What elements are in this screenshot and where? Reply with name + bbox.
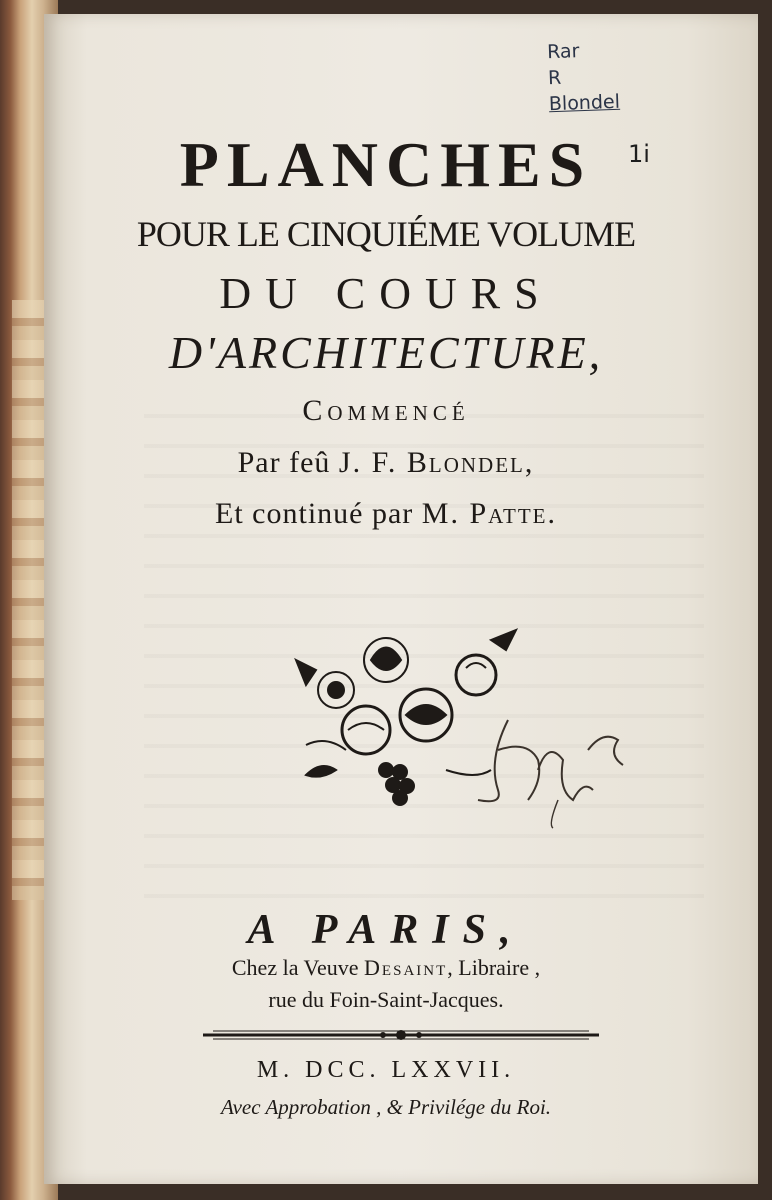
continuator-prefix: Et continué par [215,497,414,530]
shelfmark [547,37,621,117]
shelfmark-line-1: Rar [546,40,580,64]
volume-mark: 1i [628,140,650,168]
line-continuator [0,497,772,531]
privilege-line: Avec Approbation , & Privilége du Roi. [220,1095,552,1119]
subtitle-cours: DU COURS [219,269,553,318]
page-title: PLANCHES [179,129,593,200]
subtitle-architecture: D'ARCHITECTURE, [168,327,604,378]
decorative-rule [203,1028,599,1042]
subtitle-volume: POUR LE CINQUIÉME VOLUME [136,214,636,254]
handwritten-signature-icon [438,700,638,830]
line-commence: Commencé [302,394,470,427]
publisher-suffix: , Libraire , [447,955,541,980]
publisher-prefix: Chez la Veuve [231,955,359,980]
continuator-name: M. Patte. [421,497,557,530]
author-prefix: Par feû [237,446,331,479]
publication-year: M. DCC. LXXVII. [256,1057,516,1083]
publisher-name: Desaint [364,955,448,980]
place-of-publication: A PARIS, [247,907,525,953]
author-name: J. F. Blondel, [338,446,535,479]
line-author [0,446,772,480]
shelfmark-line-2: R [547,66,562,90]
shelfmark-line-3: Blondel [548,90,621,116]
publisher-address: rue du Foin-Saint-Jacques. [268,987,504,1012]
publisher-line [0,955,772,981]
